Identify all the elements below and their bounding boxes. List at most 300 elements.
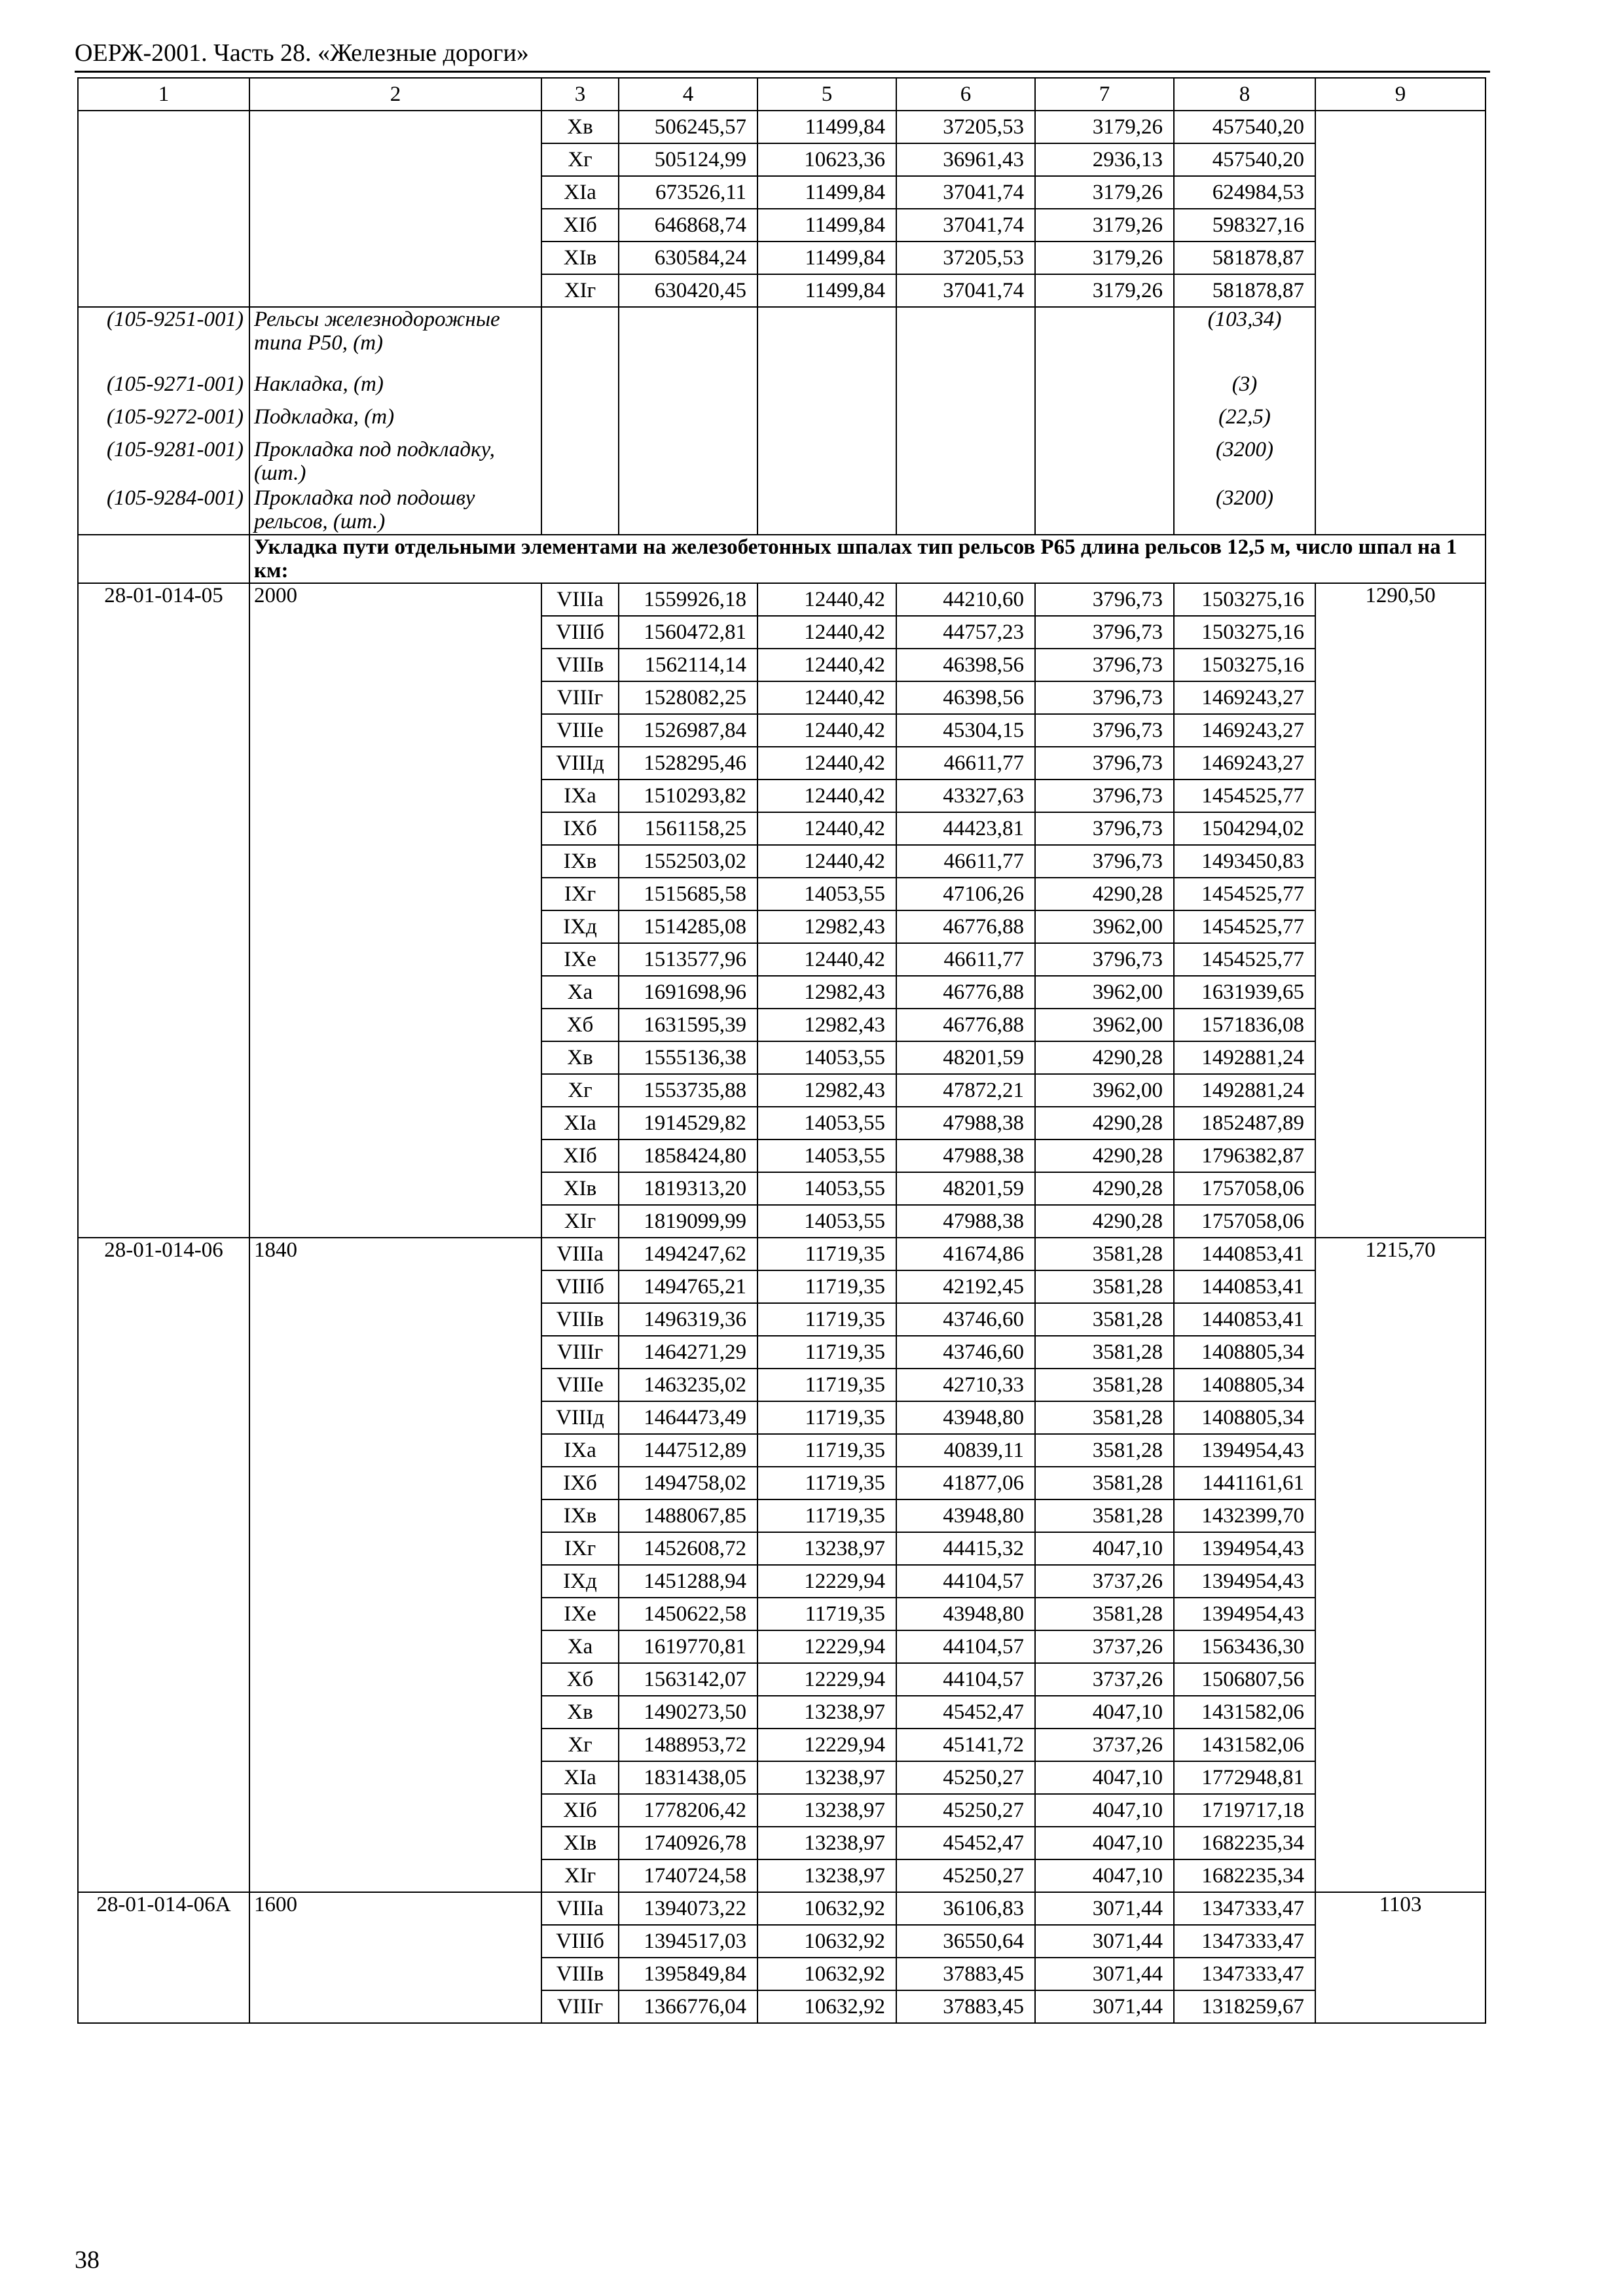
total-cost-cell: 1553735,88 xyxy=(619,1074,757,1107)
resource-class-cell: IXа xyxy=(541,1434,619,1467)
column-header: 6 xyxy=(896,78,1035,111)
operator-wage-cell: 2936,13 xyxy=(1035,143,1174,176)
materials-cost-cell: 624984,53 xyxy=(1174,176,1315,209)
resource-class-cell: IXе xyxy=(541,943,619,976)
machine-cost-cell: 45141,72 xyxy=(896,1729,1035,1761)
material-code: (105-9281-001) xyxy=(78,438,249,486)
labor-cost-cell: 11719,35 xyxy=(757,1598,896,1630)
material-name: Рельсы железнодорожные типа Р50, (т) xyxy=(249,307,541,372)
material-row xyxy=(78,438,1486,486)
material-row xyxy=(78,486,1486,535)
total-cost-cell: 1488953,72 xyxy=(619,1729,757,1761)
resource-class-cell: VIIIе xyxy=(541,1369,619,1401)
empty-cell xyxy=(619,438,757,486)
total-cost-cell: 1559926,18 xyxy=(619,583,757,616)
material-quantity: (3) xyxy=(1174,372,1315,405)
operator-wage-cell: 3796,73 xyxy=(1035,780,1174,812)
materials-cost-cell: 1772948,81 xyxy=(1174,1761,1315,1794)
labor-cost-cell: 10623,36 xyxy=(757,143,896,176)
materials-cost-cell: 1347333,47 xyxy=(1174,1958,1315,1990)
column-header: 2 xyxy=(249,78,541,111)
machine-cost-cell: 42710,33 xyxy=(896,1369,1035,1401)
machine-cost-cell: 37041,74 xyxy=(896,176,1035,209)
table-row xyxy=(78,1892,1486,1925)
total-cost-cell: 1366776,04 xyxy=(619,1990,757,2023)
labor-cost-cell: 13238,97 xyxy=(757,1696,896,1729)
labor-cost-cell: 12982,43 xyxy=(757,976,896,1009)
empty-cell xyxy=(1035,307,1174,372)
operator-wage-cell: 3071,44 xyxy=(1035,1990,1174,2023)
labor-cost-cell: 11719,35 xyxy=(757,1499,896,1532)
resource-class-cell: IXг xyxy=(541,878,619,910)
labor-cost-cell: 12440,42 xyxy=(757,681,896,714)
materials-cost-cell: 1408805,34 xyxy=(1174,1401,1315,1434)
resource-class-cell: VIIIд xyxy=(541,1401,619,1434)
material-name: Накладка, (т) xyxy=(249,372,541,405)
sleepers-per-km: 1840 xyxy=(249,1238,541,1892)
total-cost-cell: 1631595,39 xyxy=(619,1009,757,1041)
labor-cost-cell: 12982,43 xyxy=(757,910,896,943)
operator-wage-cell: 3796,73 xyxy=(1035,845,1174,878)
resource-class-cell: ХIа xyxy=(541,176,619,209)
resource-class-cell: IXе xyxy=(541,1598,619,1630)
materials-cost-cell: 1408805,34 xyxy=(1174,1369,1315,1401)
materials-cost-cell: 1469243,27 xyxy=(1174,747,1315,780)
resource-class-cell: IXа xyxy=(541,780,619,812)
machine-cost-cell: 43948,80 xyxy=(896,1401,1035,1434)
labor-cost-cell: 11499,84 xyxy=(757,176,896,209)
material-code: (105-9271-001) xyxy=(78,372,249,405)
name-cell xyxy=(249,111,541,307)
machine-cost-cell: 46611,77 xyxy=(896,845,1035,878)
operator-wage-cell: 3179,26 xyxy=(1035,274,1174,307)
code-cell xyxy=(78,111,249,307)
operator-wage-cell: 3796,73 xyxy=(1035,649,1174,681)
machine-cost-cell: 46611,77 xyxy=(896,943,1035,976)
operator-wage-cell: 3581,28 xyxy=(1035,1499,1174,1532)
materials-cost-cell: 1469243,27 xyxy=(1174,714,1315,747)
labor-cost-cell: 13238,97 xyxy=(757,1532,896,1565)
operator-wage-cell: 3962,00 xyxy=(1035,1074,1174,1107)
resource-class-cell: IXв xyxy=(541,845,619,878)
materials-cost-cell: 1440853,41 xyxy=(1174,1303,1315,1336)
machine-cost-cell: 45304,15 xyxy=(896,714,1035,747)
labor-cost-cell: 11719,35 xyxy=(757,1238,896,1270)
resource-class-cell: VIIIа xyxy=(541,583,619,616)
materials-cost-cell: 1503275,16 xyxy=(1174,583,1315,616)
materials-cost-cell: 1454525,77 xyxy=(1174,780,1315,812)
resource-class-cell: ХIв xyxy=(541,1827,619,1859)
operator-wage-cell: 3179,26 xyxy=(1035,176,1174,209)
total-cost-cell: 1494765,21 xyxy=(619,1270,757,1303)
materials-cost-cell: 1563436,30 xyxy=(1174,1630,1315,1663)
empty-cell xyxy=(541,307,619,372)
labor-cost-cell: 11499,84 xyxy=(757,111,896,143)
operator-wage-cell: 3796,73 xyxy=(1035,943,1174,976)
total-cost-cell: 1510293,82 xyxy=(619,780,757,812)
materials-cost-cell: 1408805,34 xyxy=(1174,1336,1315,1369)
empty-cell xyxy=(896,438,1035,486)
operator-wage-cell: 3581,28 xyxy=(1035,1336,1174,1369)
labor-cost-cell: 12440,42 xyxy=(757,747,896,780)
operator-wage-cell: 4290,28 xyxy=(1035,878,1174,910)
machine-cost-cell: 37883,45 xyxy=(896,1990,1035,2023)
material-code: (105-9272-001) xyxy=(78,405,249,438)
operator-wage-cell: 3962,00 xyxy=(1035,910,1174,943)
materials-cost-cell: 1503275,16 xyxy=(1174,616,1315,649)
resource-class-cell: VIIIг xyxy=(541,1336,619,1369)
materials-cost-cell: 1394954,43 xyxy=(1174,1565,1315,1598)
machine-cost-cell: 41877,06 xyxy=(896,1467,1035,1499)
labor-cost-cell: 12440,42 xyxy=(757,649,896,681)
operator-wage-cell: 4290,28 xyxy=(1035,1205,1174,1238)
labor-cost-cell: 10632,92 xyxy=(757,1892,896,1925)
machine-cost-cell: 46776,88 xyxy=(896,910,1035,943)
column-header: 8 xyxy=(1174,78,1315,111)
operator-wage-cell: 3796,73 xyxy=(1035,616,1174,649)
empty-cell xyxy=(541,438,619,486)
material-code: (105-9251-001) xyxy=(78,307,249,372)
resource-class-cell: Хв xyxy=(541,1041,619,1074)
operator-wage-cell: 3796,73 xyxy=(1035,681,1174,714)
materials-cost-cell: 1441161,61 xyxy=(1174,1467,1315,1499)
resource-class-cell: ХIг xyxy=(541,1859,619,1892)
labor-cost-cell: 10632,92 xyxy=(757,1990,896,2023)
resource-class-cell: ХIг xyxy=(541,1205,619,1238)
material-quantity: (22,5) xyxy=(1174,405,1315,438)
resource-class-cell: Хг xyxy=(541,1729,619,1761)
total-cost-cell: 1395849,84 xyxy=(619,1958,757,1990)
operator-wage-cell: 4047,10 xyxy=(1035,1859,1174,1892)
materials-cost-cell: 1852487,89 xyxy=(1174,1107,1315,1139)
labor-cost-cell: 12982,43 xyxy=(757,1074,896,1107)
total-cost-cell: 673526,11 xyxy=(619,176,757,209)
total-cost-cell: 1555136,38 xyxy=(619,1041,757,1074)
resource-class-cell: Хв xyxy=(541,1696,619,1729)
labor-cost-cell: 12229,94 xyxy=(757,1630,896,1663)
column-header: 4 xyxy=(619,78,757,111)
machine-cost-cell: 40839,11 xyxy=(896,1434,1035,1467)
materials-cost-cell: 1440853,41 xyxy=(1174,1270,1315,1303)
material-row xyxy=(78,372,1486,405)
total-cost-cell: 630584,24 xyxy=(619,242,757,274)
resource-class-cell: IXб xyxy=(541,812,619,845)
materials-cost-cell: 598327,16 xyxy=(1174,209,1315,242)
total-cost-cell: 1464271,29 xyxy=(619,1336,757,1369)
materials-cost-cell: 1454525,77 xyxy=(1174,878,1315,910)
operator-wage-cell: 3581,28 xyxy=(1035,1401,1174,1434)
total-cost-cell: 1515685,58 xyxy=(619,878,757,910)
total-cost-cell: 1488067,85 xyxy=(619,1499,757,1532)
total-cost-cell: 1496319,36 xyxy=(619,1303,757,1336)
section-row xyxy=(78,535,1486,583)
materials-cost-cell: 1757058,06 xyxy=(1174,1172,1315,1205)
resource-class-cell: ХIв xyxy=(541,1172,619,1205)
table-row xyxy=(78,1238,1486,1270)
total-cost-cell: 1528082,25 xyxy=(619,681,757,714)
resource-class-cell: VIIIа xyxy=(541,1892,619,1925)
materials-cost-cell: 1504294,02 xyxy=(1174,812,1315,845)
materials-cost-cell: 1571836,08 xyxy=(1174,1009,1315,1041)
labor-cost-cell: 11719,35 xyxy=(757,1401,896,1434)
labor-cost-cell: 13238,97 xyxy=(757,1859,896,1892)
col9-cell: 1103 xyxy=(1315,1892,1486,2023)
labor-cost-cell: 10632,92 xyxy=(757,1958,896,1990)
materials-cost-cell: 1506807,56 xyxy=(1174,1663,1315,1696)
machine-cost-cell: 45452,47 xyxy=(896,1696,1035,1729)
empty-cell xyxy=(1035,405,1174,438)
machine-cost-cell: 43746,60 xyxy=(896,1336,1035,1369)
machine-cost-cell: 45250,27 xyxy=(896,1794,1035,1827)
total-cost-cell: 1452608,72 xyxy=(619,1532,757,1565)
resource-class-cell: VIIIг xyxy=(541,1990,619,2023)
operator-wage-cell: 3581,28 xyxy=(1035,1303,1174,1336)
operator-wage-cell: 3071,44 xyxy=(1035,1892,1174,1925)
operator-wage-cell: 4290,28 xyxy=(1035,1107,1174,1139)
machine-cost-cell: 44104,57 xyxy=(896,1663,1035,1696)
resource-class-cell: ХIв xyxy=(541,242,619,274)
total-cost-cell: 1450622,58 xyxy=(619,1598,757,1630)
materials-cost-cell: 1757058,06 xyxy=(1174,1205,1315,1238)
labor-cost-cell: 12440,42 xyxy=(757,780,896,812)
resource-class-cell: ХIа xyxy=(541,1761,619,1794)
total-cost-cell: 1451288,94 xyxy=(619,1565,757,1598)
machine-cost-cell: 37883,45 xyxy=(896,1958,1035,1990)
col9-cell: 1290,50 xyxy=(1315,583,1486,1238)
labor-cost-cell: 11719,35 xyxy=(757,1369,896,1401)
machine-cost-cell: 36106,83 xyxy=(896,1892,1035,1925)
materials-cost-cell: 1394954,43 xyxy=(1174,1532,1315,1565)
total-cost-cell: 1561158,25 xyxy=(619,812,757,845)
labor-cost-cell: 11719,35 xyxy=(757,1303,896,1336)
total-cost-cell: 1858424,80 xyxy=(619,1139,757,1172)
resource-class-cell: VIIIб xyxy=(541,1925,619,1958)
machine-cost-cell: 45250,27 xyxy=(896,1859,1035,1892)
operator-wage-cell: 4290,28 xyxy=(1035,1172,1174,1205)
operator-wage-cell: 3796,73 xyxy=(1035,812,1174,845)
total-cost-cell: 1526987,84 xyxy=(619,714,757,747)
resource-class-cell: VIIIв xyxy=(541,1958,619,1990)
empty-cell xyxy=(757,438,896,486)
total-cost-cell: 1819313,20 xyxy=(619,1172,757,1205)
sleepers-per-km: 1600 xyxy=(249,1892,541,2023)
column-header: 7 xyxy=(1035,78,1174,111)
resource-class-cell: Ха xyxy=(541,976,619,1009)
labor-cost-cell: 13238,97 xyxy=(757,1794,896,1827)
operator-wage-cell: 4047,10 xyxy=(1035,1761,1174,1794)
column-header: 9 xyxy=(1315,78,1486,111)
operator-wage-cell: 3581,28 xyxy=(1035,1598,1174,1630)
resource-class-cell: ХIб xyxy=(541,1139,619,1172)
machine-cost-cell: 47988,38 xyxy=(896,1139,1035,1172)
total-cost-cell: 1513577,96 xyxy=(619,943,757,976)
page-header: ОЕРЖ-2001. Часть 28. «Железные дороги» xyxy=(75,39,529,67)
material-quantity: (103,34) xyxy=(1174,307,1315,372)
labor-cost-cell: 14053,55 xyxy=(757,1139,896,1172)
operator-wage-cell: 3796,73 xyxy=(1035,583,1174,616)
labor-cost-cell: 11719,35 xyxy=(757,1270,896,1303)
empty-cell xyxy=(1035,372,1174,405)
table-row xyxy=(78,111,1486,143)
machine-cost-cell: 46398,56 xyxy=(896,649,1035,681)
resource-class-cell: VIIIг xyxy=(541,681,619,714)
materials-cost-cell: 1318259,67 xyxy=(1174,1990,1315,2023)
total-cost-cell: 1528295,46 xyxy=(619,747,757,780)
machine-cost-cell: 41674,86 xyxy=(896,1238,1035,1270)
total-cost-cell: 505124,99 xyxy=(619,143,757,176)
rates-table xyxy=(77,77,1486,2024)
labor-cost-cell: 11719,35 xyxy=(757,1434,896,1467)
labor-cost-cell: 10632,92 xyxy=(757,1925,896,1958)
machine-cost-cell: 44210,60 xyxy=(896,583,1035,616)
empty-cell xyxy=(619,307,757,372)
resource-class-cell: IXб xyxy=(541,1467,619,1499)
machine-cost-cell: 43746,60 xyxy=(896,1303,1035,1336)
table-row xyxy=(78,583,1486,616)
operator-wage-cell: 3962,00 xyxy=(1035,1009,1174,1041)
materials-cost-cell: 1492881,24 xyxy=(1174,1074,1315,1107)
table-body xyxy=(78,78,1486,2023)
total-cost-cell: 630420,45 xyxy=(619,274,757,307)
operator-wage-cell: 3179,26 xyxy=(1035,209,1174,242)
machine-cost-cell: 43948,80 xyxy=(896,1598,1035,1630)
total-cost-cell: 1740724,58 xyxy=(619,1859,757,1892)
operator-wage-cell: 3071,44 xyxy=(1035,1958,1174,1990)
operator-wage-cell: 4290,28 xyxy=(1035,1139,1174,1172)
labor-cost-cell: 12229,94 xyxy=(757,1663,896,1696)
resource-class-cell: Хб xyxy=(541,1663,619,1696)
resource-class-cell: VIIIб xyxy=(541,1270,619,1303)
empty-cell xyxy=(541,405,619,438)
resource-class-cell: IXв xyxy=(541,1499,619,1532)
total-cost-cell: 1619770,81 xyxy=(619,1630,757,1663)
total-cost-cell: 1494758,02 xyxy=(619,1467,757,1499)
materials-cost-cell: 457540,20 xyxy=(1174,143,1315,176)
materials-cost-cell: 1394954,43 xyxy=(1174,1598,1315,1630)
labor-cost-cell: 12440,42 xyxy=(757,845,896,878)
operator-wage-cell: 3179,26 xyxy=(1035,242,1174,274)
machine-cost-cell: 45250,27 xyxy=(896,1761,1035,1794)
labor-cost-cell: 14053,55 xyxy=(757,1107,896,1139)
material-row xyxy=(78,307,1486,372)
materials-cost-cell: 1440853,41 xyxy=(1174,1238,1315,1270)
materials-cost-cell: 1432399,70 xyxy=(1174,1499,1315,1532)
resource-class-cell: Хг xyxy=(541,143,619,176)
machine-cost-cell: 44423,81 xyxy=(896,812,1035,845)
sleepers-per-km: 2000 xyxy=(249,583,541,1238)
materials-cost-cell: 1719717,18 xyxy=(1174,1794,1315,1827)
materials-cost-cell: 1347333,47 xyxy=(1174,1925,1315,1958)
machine-cost-cell: 37205,53 xyxy=(896,111,1035,143)
resource-class-cell: ХIб xyxy=(541,209,619,242)
total-cost-cell: 1914529,82 xyxy=(619,1107,757,1139)
empty-cell xyxy=(1035,438,1174,486)
operator-wage-cell: 4290,28 xyxy=(1035,1041,1174,1074)
operator-wage-cell: 3737,26 xyxy=(1035,1663,1174,1696)
labor-cost-cell: 11719,35 xyxy=(757,1467,896,1499)
labor-cost-cell: 12440,42 xyxy=(757,812,896,845)
empty-cell xyxy=(619,486,757,535)
material-name: Прокладка под подкладку, (шт.) xyxy=(249,438,541,486)
machine-cost-cell: 37041,74 xyxy=(896,209,1035,242)
labor-cost-cell: 11719,35 xyxy=(757,1336,896,1369)
operator-wage-cell: 3581,28 xyxy=(1035,1467,1174,1499)
empty-cell xyxy=(1035,486,1174,535)
materials-cost-cell: 581878,87 xyxy=(1174,242,1315,274)
machine-cost-cell: 46776,88 xyxy=(896,1009,1035,1041)
materials-cost-cell: 1431582,06 xyxy=(1174,1696,1315,1729)
materials-cost-cell: 1394954,43 xyxy=(1174,1434,1315,1467)
material-quantity: (3200) xyxy=(1174,438,1315,486)
empty-cell xyxy=(78,535,249,583)
page-number: 38 xyxy=(75,2246,100,2274)
operator-wage-cell: 3737,26 xyxy=(1035,1729,1174,1761)
machine-cost-cell: 43327,63 xyxy=(896,780,1035,812)
operator-wage-cell: 4047,10 xyxy=(1035,1532,1174,1565)
materials-cost-cell: 1431582,06 xyxy=(1174,1729,1315,1761)
resource-class-cell: VIIIе xyxy=(541,714,619,747)
machine-cost-cell: 47872,21 xyxy=(896,1074,1035,1107)
labor-cost-cell: 12440,42 xyxy=(757,616,896,649)
machine-cost-cell: 44757,23 xyxy=(896,616,1035,649)
total-cost-cell: 1819099,99 xyxy=(619,1205,757,1238)
section-title: Укладка пути отдельными элементами на железобетонных шпалах тип рельсов Р65 длина рельсов 12,5 м, число шпал на 1 км: xyxy=(249,535,1486,583)
empty-cell xyxy=(541,372,619,405)
material-code: (105-9284-001) xyxy=(78,486,249,535)
materials-cost-cell: 1454525,77 xyxy=(1174,910,1315,943)
machine-cost-cell: 46776,88 xyxy=(896,976,1035,1009)
machine-cost-cell: 47988,38 xyxy=(896,1205,1035,1238)
total-cost-cell: 1490273,50 xyxy=(619,1696,757,1729)
rate-code: 28-01-014-06А xyxy=(78,1892,249,2023)
machine-cost-cell: 44104,57 xyxy=(896,1565,1035,1598)
materials-cost-cell: 1492881,24 xyxy=(1174,1041,1315,1074)
empty-cell xyxy=(896,405,1035,438)
labor-cost-cell: 12440,42 xyxy=(757,583,896,616)
machine-cost-cell: 37205,53 xyxy=(896,242,1035,274)
empty-cell xyxy=(757,372,896,405)
total-cost-cell: 1494247,62 xyxy=(619,1238,757,1270)
empty-cell xyxy=(757,405,896,438)
resource-class-cell: ХIб xyxy=(541,1794,619,1827)
operator-wage-cell: 3179,26 xyxy=(1035,111,1174,143)
machine-cost-cell: 48201,59 xyxy=(896,1041,1035,1074)
total-cost-cell: 506245,57 xyxy=(619,111,757,143)
labor-cost-cell: 12229,94 xyxy=(757,1729,896,1761)
materials-cost-cell: 1469243,27 xyxy=(1174,681,1315,714)
machine-cost-cell: 46398,56 xyxy=(896,681,1035,714)
total-cost-cell: 1740926,78 xyxy=(619,1827,757,1859)
operator-wage-cell: 3737,26 xyxy=(1035,1630,1174,1663)
materials-cost-cell: 1503275,16 xyxy=(1174,649,1315,681)
labor-cost-cell: 14053,55 xyxy=(757,878,896,910)
material-quantity: (3200) xyxy=(1174,486,1315,535)
materials-cost-cell: 1682235,34 xyxy=(1174,1859,1315,1892)
resource-class-cell: IXд xyxy=(541,1565,619,1598)
column-header: 3 xyxy=(541,78,619,111)
resource-class-cell: VIIIд xyxy=(541,747,619,780)
labor-cost-cell: 14053,55 xyxy=(757,1041,896,1074)
resource-class-cell: IXд xyxy=(541,910,619,943)
machine-cost-cell: 36961,43 xyxy=(896,143,1035,176)
resource-class-cell: VIIIв xyxy=(541,1303,619,1336)
material-name: Прокладка под подошву рельсов, (шт.) xyxy=(249,486,541,535)
total-cost-cell: 1778206,42 xyxy=(619,1794,757,1827)
operator-wage-cell: 3796,73 xyxy=(1035,747,1174,780)
labor-cost-cell: 11499,84 xyxy=(757,209,896,242)
column-header: 1 xyxy=(78,78,249,111)
machine-cost-cell: 37041,74 xyxy=(896,274,1035,307)
